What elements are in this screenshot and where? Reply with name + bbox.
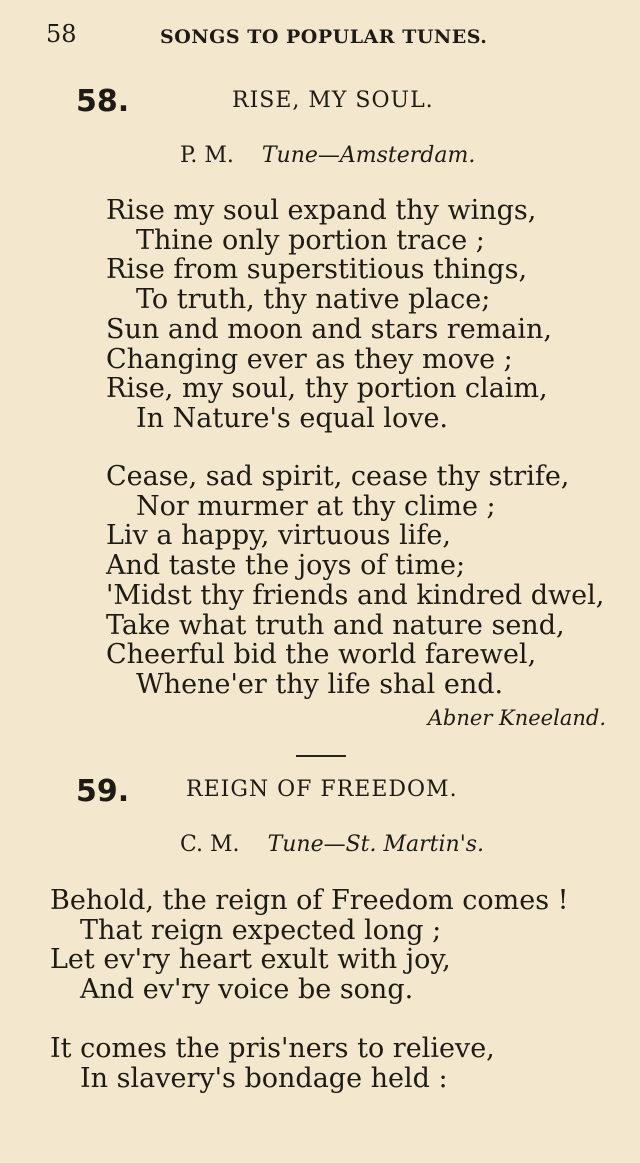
verse-line: In slavery's bondage held : — [80, 1062, 448, 1094]
hymn-meter-line — [180, 143, 475, 168]
hymn-number: 58. — [76, 84, 130, 119]
verse-line: It comes the pris'ners to relieve, — [50, 1033, 495, 1064]
meter: P. M. — [180, 143, 234, 168]
verse-line: To truth, thy native place; — [136, 284, 491, 316]
author-attribution: Abner Kneeland. — [427, 706, 606, 730]
hymn-title: REIGN OF FREEDOM. — [186, 777, 458, 802]
stanza — [50, 886, 569, 1005]
hymn-number: 59. — [76, 774, 130, 809]
verse-line: Cheerful bid the world farewel, — [106, 639, 537, 671]
verse-line: Thine only portion trace ; — [136, 224, 485, 256]
verse-line: Cease, sad spirit, cease thy strife, — [106, 461, 570, 492]
page-number: 58 — [46, 20, 77, 48]
verse-line: Nor murmer at thy clime ; — [136, 490, 496, 522]
verse-line: Sun and moon and stars remain, — [106, 313, 552, 345]
meter: C. M. — [180, 832, 240, 857]
verse-line: That reign expected long ; — [80, 914, 442, 946]
verse-line: Let ev'ry heart exult with joy, — [50, 944, 451, 976]
verse-line: Behold, the reign of Freedom comes ! — [50, 885, 569, 916]
section-divider — [296, 755, 346, 757]
hymn-title: RISE, MY SOUL. — [232, 88, 434, 113]
verse-line: Rise, my soul, thy portion claim, — [106, 373, 548, 405]
verse-line: Changing ever as they move ; — [106, 343, 513, 375]
verse-line: Liv a happy, virtuous life, — [106, 520, 451, 552]
tune-name: Tune—St. Martin's. — [267, 832, 485, 857]
stanza — [50, 1034, 495, 1093]
verse-line: 'Midst thy friends and kindred dwel, — [106, 579, 605, 611]
verse-line: In Nature's equal love. — [136, 402, 449, 434]
verse-line: Whene'er thy life shal end. — [136, 668, 504, 700]
hymn-meter-line — [180, 832, 484, 857]
running-title: SONGS TO POPULAR TUNES. — [160, 26, 488, 48]
tune-name: Tune—Amsterdam. — [261, 143, 476, 168]
verse-line: Take what truth and nature send, — [106, 609, 565, 641]
verse-line: Rise my soul expand thy wings, — [106, 195, 537, 226]
verse-line: And ev'ry voice be song. — [80, 974, 414, 1006]
stanza — [106, 196, 552, 434]
verse-line: And taste the joys of time; — [106, 550, 466, 582]
stanza — [106, 462, 604, 700]
verse-line: Rise from superstitious things, — [106, 254, 528, 286]
